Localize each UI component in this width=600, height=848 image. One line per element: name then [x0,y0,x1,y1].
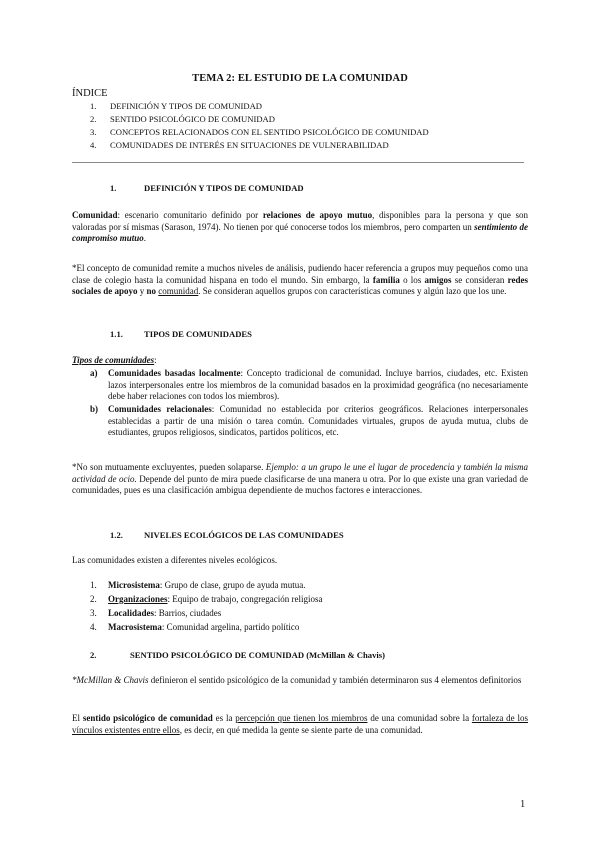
section-heading: 2. SENTIDO PSICOLÓGICO DE COMUNIDAD (McMillan & Chavis) [90,650,385,660]
toc-item: 4. COMUNIDADES DE INTERÉS EN SITUACIONES DE VULNERABILIDAD [90,140,389,150]
list-item: a) Comunidades basadas localmente: Concepto tradicional de comunidad. Incluye barrios, ciudades, etc. Existen lazos interpersonales entre los miembros de la comunidad basados en la proximidad geográfica (no necesariamente debe haber relaciones con todos los miembros). [90,368,528,402]
sense-of-community-definition: El sentido psicológico de comunidad es la percepción que tienen los miembros de una comunidad sobre la fortaleza de los vínculos existentes entre ellos, es decir, en qué medida la gente se siente parte de una comunidad. [72,713,528,735]
sense-of-community-note: *McMillan & Chavis definieron el sentido psicológico de la comunidad y también determinaron sus 4 elementos definitorios [72,675,522,685]
page-number: 1 [520,799,526,810]
toc-item: 2. SENTIDO PSICOLÓGICO DE COMUNIDAD [90,114,275,124]
community-note: *El concepto de comunidad remite a muchos niveles de análisis, pudiendo hacer referencia a grupos muy pequeños como una clase de colegio hasta la comunidad hispana en todo el mundo. Sin embargo, la familia o los amigos se consideran redes sociales de apoyo y no comunidad. Se consideran aquellos grupos con características comunes y algún lazo que los une. [72,263,528,297]
list-item: 2. Organizaciones: Equipo de trabajo, congregación religiosa [90,594,323,604]
table-of-contents [90,101,429,153]
index-label: ÍNDICE [72,88,108,99]
levels-intro: Las comunidades existen a diferentes niveles ecológicos. [72,555,278,565]
types-note: *No son mutuamente excluyentes, pueden solaparse. Ejemplo: a un grupo le une el lugar de procedencia y también la misma actividad de ocio. Depende del punto de mira puede clasificarse de una manera u otra. Por lo que existe una gran variedad de comunidades, pues es una clasificación ambigua dependiente de muchos factores e interacciones. [72,462,528,496]
toc-item: 3. CONCEPTOS RELACIONADOS CON EL SENTIDO PSICOLÓGICO DE COMUNIDAD [90,127,429,137]
section-heading: 1.2. NIVELES ECOLÓGICOS DE LAS COMUNIDADES [110,530,344,540]
list-item: 3. Localidades: Barrios, ciudades [90,608,222,618]
types-label: Tipos de comunidades: [72,355,157,365]
toc-item: 1. DEFINICIÓN Y TIPOS DE COMUNIDAD [90,101,262,111]
section-heading: 1. DEFINICIÓN Y TIPOS DE COMUNIDAD [110,183,304,193]
document-title: TEMA 2: EL ESTUDIO DE LA COMUNIDAD [192,73,408,84]
community-types-list [90,368,528,440]
divider [72,162,524,163]
section-heading: 1.1. TIPOS DE COMUNIDADES [110,329,252,339]
list-item: 4. Macrosistema: Comunidad argelina, partido político [90,622,300,632]
list-item: 1. Microsistema: Grupo de clase, grupo de ayuda mutua. [90,580,306,590]
ecological-levels-list [90,580,322,636]
community-definition: Comunidad: escenario comunitario definido por relaciones de apoyo mutuo, disponibles para la persona y que son valoradas por sí mismas (Sarason, 1974). No tienen por qué conocerse todos los miembros, pero comparten un sentimiento de compromiso mutuo. [72,210,528,244]
list-item: b) Comunidades relacionales: Comunidad no establecida por criterios geográficos. Relaciones interpersonales establecidas a partir de una misión o tarea común. Comunidades virtuales, grupos de ayuda mutua, clubs de estudiantes, grupos religiosos, sindicatos, partidos políticos, etc. [90,404,529,438]
